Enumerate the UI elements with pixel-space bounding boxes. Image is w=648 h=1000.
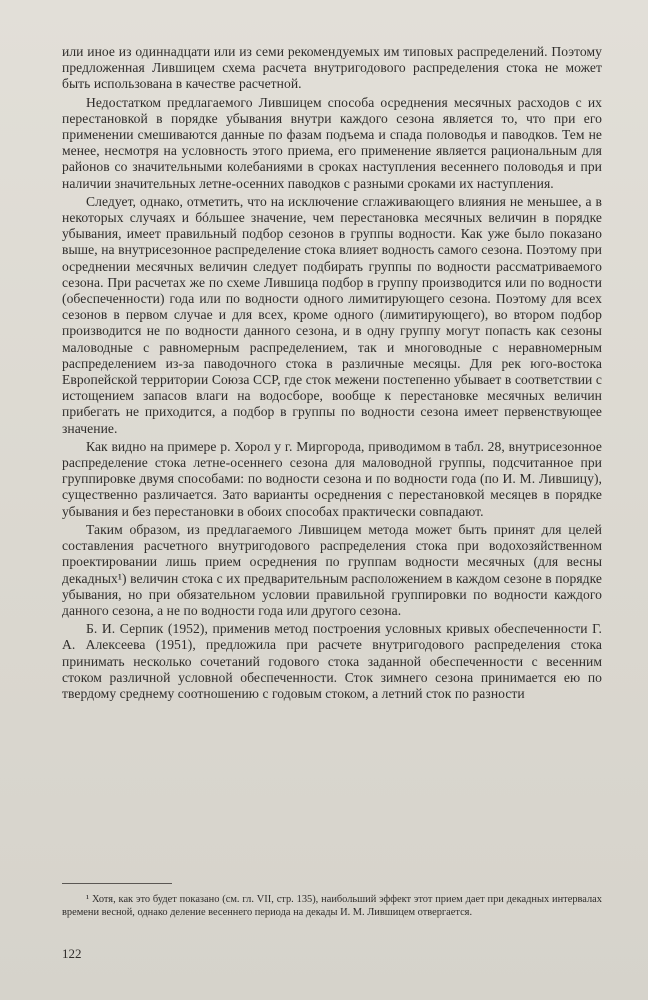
paragraph: Как видно на примере р. Хорол у г. Миргорода, приводимом в табл. 28, внутрисезонное распределение стока летне-осеннего сезона для маловодной группы, подсчитанное при группировке двумя способами: по водности сезона и по водности года (по И. М. Лившицу), существенно различается. Зато варианты осреднения с перестановкой месяцев в порядке убывания и без перестановки в обоих способах практически совпадают. [62,438,602,519]
paragraph-continuation: или иное из одиннадцати или из семи рекомендуемых им типовых распределений. Поэтому предложенная Лившицем схема расчета внутригодового распределения стока не может быть использована в качестве расчетной. [62,44,602,92]
paragraph: Следует, однако, отметить, что на исключение сглаживающего влияния не меньшее, а в некоторых случаях и бóльшее значение, чем перестановка месячных величин в порядке убывания, имеет правильный подбор сезонов в группы водности. Как уже было показано выше, на внутрисезонное распределение стока влияет водность самого сезона. Поэтому при осреднении месячных величин следует подбирать группы по водности рассматриваемого сезона. При расчетах же по схеме Лившица подбор в группу производится или по водности (обеспеченности) года или по водности одного лимитирующего сезона. Поэтому для всех сезонов в первом случае и для всех, кроме одного (лимитирующего), во втором подбор производится не по водности данного сезона, и в одну группу могут попасть как сезоны маловодные с равномерным распределением, так и многоводные с неравномерным распределением из-за паводочного стока в различные месяцы. Для рек юго-востока Европейской территории Союза ССР, где сток межени постепенно убывает в соответствии с истощением запасов влаги на водосборе, вообще к перестановке месячных величин прибегать не приходится, а подбор в группы по водности сезона имеет первенствующее значение. [62,193,602,436]
paragraph: Таким образом, из предлагаемого Лившицем метода может быть принят для целей составления расчетного внутригодового распределения стока при водохозяйственном проектировании лишь прием осреднения по группам водности месячных (для весны декадных¹) величин стока с их предварительным расположением в каждом сезоне в порядке убывания, но при обязательном условии правильной группировки по водности каждого данного сезона, а не по водности года или другого сезона. [62,521,602,618]
body-text [62,44,602,704]
paragraph: Недостатком предлагаемого Лившицем способа осреднения месячных расходов с их перестановкой в порядке убывания внутри каждого сезона является то, что при его применении смешиваются данные по фазам подъема и спада половодья и паводков. Тем не менее, несмотря на условность этого приема, его применение является рациональным для районов со значительными колебаниями в сроках наступления весеннего половодья и при наличии значительных летне-осенних паводков с разными сроками их наступления. [62,94,602,191]
footnote-divider [62,883,172,884]
footnote: ¹ Хотя, как это будет показано (см. гл. VII, стр. 135), наибольший эффект этот прием дает при декадных интервалах времени весной, однако деление весеннего периода на декады И. М. Лившицем отвергается. [62,894,602,918]
page-number: 122 [62,946,82,961]
paragraph: Б. И. Серпик (1952), применив метод построения условных кривых обеспеченности Г. А. Алексеева (1951), предложила при расчете внутригодового распределения стока принимать несколько сочетаний годового стока заданной обеспеченности с весенним стоком различной условной обеспеченности. Сток зимнего сезона принимается ею по твердому среднему соотношению с годовым стоком, а летний сток по разности [62,621,602,701]
